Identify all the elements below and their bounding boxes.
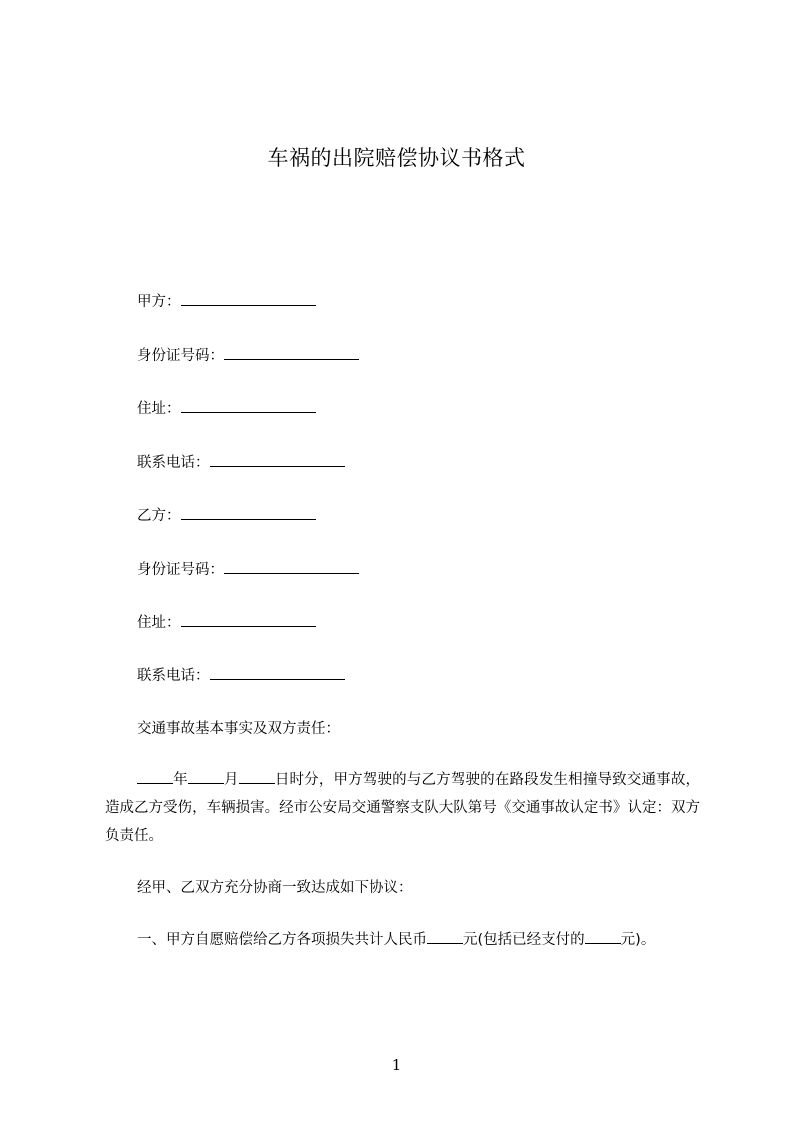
party-b-address-blank[interactable] [181, 612, 316, 627]
month-suffix: 月 [223, 772, 239, 788]
total-amount-blank[interactable] [427, 929, 463, 944]
year-blank[interactable] [137, 769, 173, 784]
party-b-id-field [137, 559, 359, 580]
month-blank[interactable] [188, 769, 224, 784]
day-blank[interactable] [239, 769, 275, 784]
party-a-phone-blank[interactable] [210, 452, 345, 467]
party-a-name-label: 甲方： [137, 294, 181, 310]
party-a-name-field [137, 291, 316, 312]
clause-1-paragraph [105, 926, 700, 954]
page-title: 车祸的出院赔偿协议书格式 [267, 146, 526, 170]
party-a-phone-label: 联系电话： [137, 455, 210, 471]
clause-1-prefix: 一、甲方自愿赔偿给乙方各项损失共计人民币 [137, 932, 427, 948]
year-suffix: 年 [173, 772, 188, 788]
facts-paragraph [105, 766, 700, 850]
party-a-id-blank[interactable] [224, 345, 359, 360]
party-b-id-blank[interactable] [224, 559, 359, 574]
party-a-address-field [137, 398, 316, 419]
party-b-phone-blank[interactable] [210, 665, 345, 680]
party-a-id-label: 身份证号码： [137, 348, 224, 364]
party-b-name-field [137, 505, 316, 526]
paid-amount-blank[interactable] [585, 929, 621, 944]
party-a-address-label: 住址： [137, 401, 181, 417]
party-b-name-label: 乙方： [137, 508, 181, 524]
facts-text: 日时分，甲方驾驶的与乙方驾驶的在路段发生相撞导致交通事故，造成乙方受伤，车辆损害。经市公安局交通警察支队大队第号《交通事故认定书》认定：双方负责任。 [105, 772, 701, 844]
party-b-name-blank[interactable] [181, 505, 316, 520]
party-b-address-field [137, 612, 316, 633]
party-b-phone-label: 联系电话： [137, 668, 210, 684]
party-b-id-label: 身份证号码： [137, 562, 224, 578]
party-a-name-blank[interactable] [181, 291, 316, 306]
clause-1-middle: 元(包括已经支付的 [463, 932, 585, 948]
party-b-address-label: 住址： [137, 615, 181, 631]
facts-heading: 交通事故基本事实及双方责任： [137, 721, 340, 737]
party-a-address-blank[interactable] [181, 398, 316, 413]
agreement-intro: 经甲、乙双方充分协商一致达成如下协议： [137, 880, 413, 896]
party-a-phone-field [137, 452, 345, 473]
clause-1-suffix: 元)。 [620, 932, 656, 948]
page-number: 1 [391, 1056, 402, 1074]
party-b-phone-field [137, 665, 345, 686]
party-a-id-field [137, 345, 359, 366]
